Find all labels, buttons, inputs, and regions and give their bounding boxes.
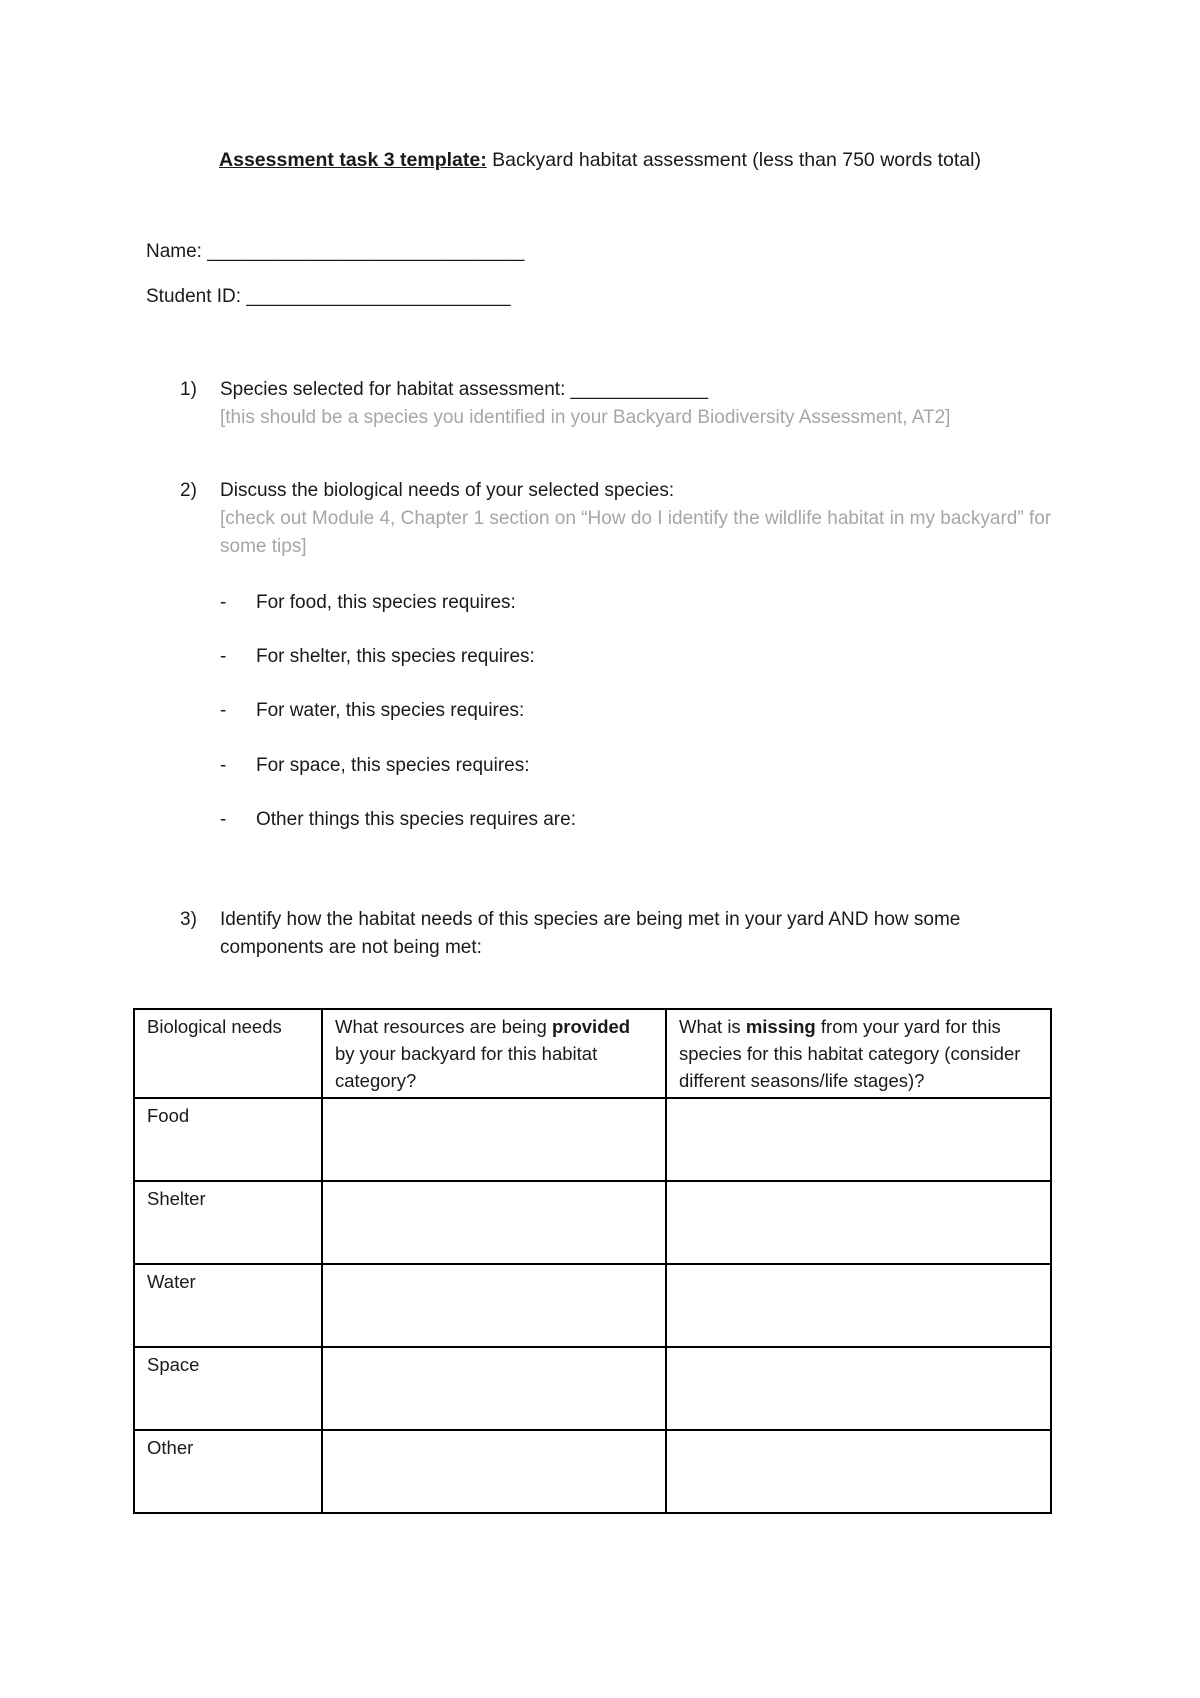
row-label-shelter: Shelter (134, 1181, 322, 1264)
title-prefix: Assessment task 3 template: (219, 149, 487, 171)
dash-marker: - (220, 755, 227, 776)
bullet-food (220, 590, 516, 616)
cell-water-missing[interactable] (666, 1264, 1051, 1347)
student-id-label: Student ID: (146, 286, 242, 307)
cell-other-missing[interactable] (666, 1430, 1051, 1513)
header-missing-post: from your yard for this species for this habitat category (consider different seasons/life stages)? (679, 1016, 1021, 1091)
header-provided-post: by your backyard for this habitat category? (335, 1043, 598, 1091)
question-1-number: 1) (180, 379, 197, 400)
table-row (134, 1098, 1051, 1181)
row-label-other: Other (134, 1430, 322, 1513)
header-resources-provided (322, 1009, 666, 1098)
question-2-text: Discuss the biological needs of your selected species: (220, 480, 675, 501)
cell-shelter-missing[interactable] (666, 1181, 1051, 1264)
student-id-blank-line[interactable]: _________________________ (246, 286, 511, 307)
bullet-water (220, 698, 524, 724)
question-2-hint: [check out Module 4, Chapter 1 section on “How do I identify the wildlife habitat in my backyard” for some tips] (220, 508, 1052, 557)
header-provided-pre: What resources are being (335, 1016, 552, 1037)
name-blank-line[interactable]: ______________________________ (207, 241, 525, 262)
habitat-needs-table (133, 1008, 1052, 1514)
question-1-text: Species selected for habitat assessment: (220, 379, 566, 400)
bullet-shelter (220, 644, 535, 670)
cell-water-provided[interactable] (322, 1264, 666, 1347)
bullet-space-text: For space, this species requires: (256, 755, 530, 776)
question-1 (180, 376, 1060, 432)
question-3-number: 3) (180, 909, 197, 930)
table-header-row (134, 1009, 1051, 1098)
name-label: Name: (146, 241, 202, 262)
table-row (134, 1181, 1051, 1264)
cell-food-missing[interactable] (666, 1098, 1051, 1181)
student-id-field[interactable] (146, 284, 511, 310)
question-2 (180, 477, 1060, 561)
row-label-food: Food (134, 1098, 322, 1181)
title-text: Backyard habitat assessment (less than 750 words total) (486, 149, 981, 171)
bullet-space (220, 753, 530, 779)
cell-space-missing[interactable] (666, 1347, 1051, 1430)
document-title (0, 147, 1200, 173)
cell-other-provided[interactable] (322, 1430, 666, 1513)
question-3 (180, 906, 1060, 962)
bullet-food-text: For food, this species requires: (256, 592, 516, 613)
row-label-water: Water (134, 1264, 322, 1347)
row-label-space: Space (134, 1347, 322, 1430)
species-blank-line[interactable]: _____________ (570, 379, 709, 400)
header-missing-bold: missing (745, 1016, 816, 1037)
header-provided-bold: provided (551, 1016, 631, 1037)
cell-food-provided[interactable] (322, 1098, 666, 1181)
header-resources-missing (666, 1009, 1051, 1098)
bullet-other (220, 807, 576, 833)
bullet-shelter-text: For shelter, this species requires: (256, 646, 535, 667)
cell-shelter-provided[interactable] (322, 1181, 666, 1264)
dash-marker: - (220, 592, 227, 613)
dash-marker: - (220, 700, 227, 721)
header-biological-needs: Biological needs (134, 1009, 322, 1098)
table-row (134, 1430, 1051, 1513)
dash-marker: - (220, 809, 227, 830)
question-3-text: Identify how the habitat needs of this species are being met in your yard AND how some components are not being met: (220, 909, 961, 958)
cell-space-provided[interactable] (322, 1347, 666, 1430)
name-field[interactable] (146, 239, 524, 265)
table-row (134, 1264, 1051, 1347)
question-2-number: 2) (180, 480, 197, 501)
bullet-water-text: For water, this species requires: (256, 700, 525, 721)
bullet-other-text: Other things this species requires are: (256, 809, 576, 830)
dash-marker: - (220, 646, 227, 667)
table-row (134, 1347, 1051, 1430)
question-1-hint: [this should be a species you identified in your Backyard Biodiversity Assessment, AT2] (220, 407, 951, 428)
header-missing-pre: What is (679, 1016, 746, 1037)
